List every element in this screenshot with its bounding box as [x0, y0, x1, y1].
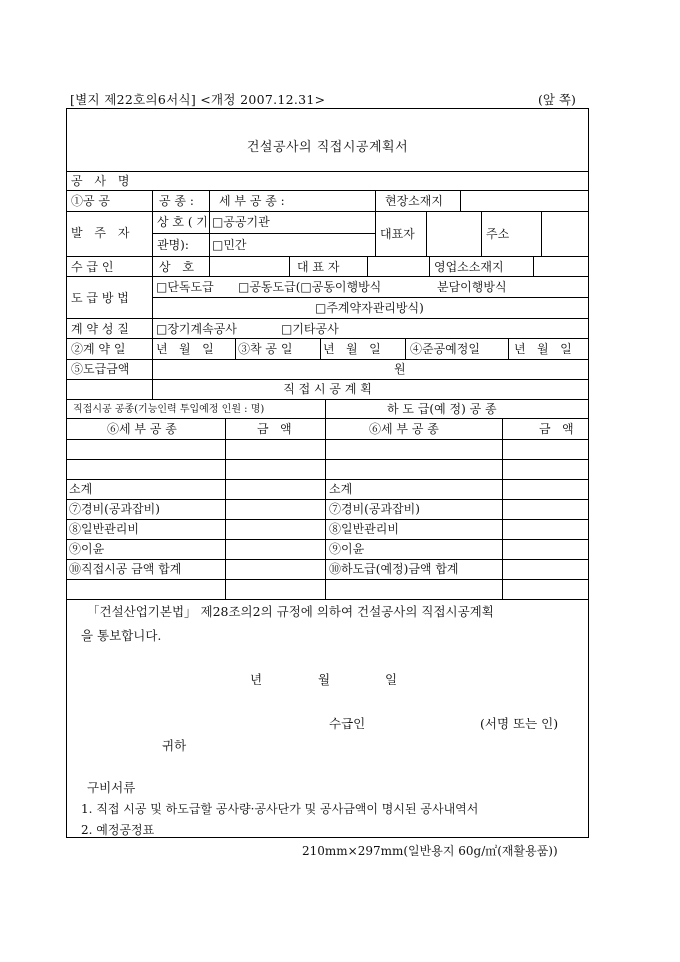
plan-section-title: 직 접 시 공 계 획 [283, 382, 372, 396]
orderer-name-line1: 상 호 ( 기 [157, 215, 208, 229]
contractor-rep: 대 표 자 [297, 260, 340, 274]
contractor-label: 수 급 인 [71, 260, 114, 274]
address-label: 주소 [486, 227, 510, 241]
sub-work-type: 세 부 공 종 : [219, 194, 285, 208]
work-type-label: ①공 공 [71, 194, 110, 208]
contract-amount-label: ⑤도급금액 [71, 362, 130, 376]
contractor-sign-label: 수급인 [329, 716, 366, 731]
direct-work-header: 직접시공 공종(기능인력 투입예정 인원 : 명) [73, 404, 265, 415]
col-sub-work-right: ⑥세 부 공 종 [369, 422, 439, 436]
business-office: 영업소소재지 [434, 260, 504, 274]
application-form [66, 108, 589, 838]
notice-line2: 을 통보합니다. [81, 628, 162, 643]
right-overhead: ⑧일반관리비 [329, 522, 399, 536]
required-doc-1: 1. 직접 시공 및 하도급할 공사량·공사단가 및 공사금액이 명시된 공사내역서 [81, 802, 479, 816]
year-label: 년 [250, 672, 263, 687]
form-id: [별지 제22호의6서식] <개정 2007.12.31> [70, 92, 326, 107]
start-date-value: 년 월 일 [323, 342, 381, 356]
orderer-name-line2: 관명): [157, 238, 189, 252]
required-docs-heading: 구비서류 [87, 780, 136, 795]
single-contract-checkbox[interactable]: □단독도급 [156, 280, 214, 294]
month-label: 월 [318, 672, 331, 687]
left-total: ⑩직접시공 금액 합계 [69, 562, 182, 576]
contract-date-value: 년 월 일 [156, 342, 214, 356]
private-checkbox[interactable]: □민간 [212, 238, 247, 252]
right-total: ⑩하도급(예정)금액 합계 [329, 562, 459, 576]
long-term-checkbox[interactable]: □장기계속공사 [156, 322, 237, 336]
subcontract-header: 하 도 급(예 정) 공 종 [387, 402, 497, 416]
site-location: 현장소재지 [385, 194, 443, 208]
left-subtotal: 소계 [69, 482, 93, 496]
contract-nature-label: 계 약 성 질 [71, 322, 129, 336]
col-sub-work-left: ⑥세 부 공 종 [107, 422, 177, 436]
contractor-name: 상 호 [159, 260, 198, 274]
contract-date-label: ②계 약 일 [71, 342, 126, 356]
page-side: (앞 쪽) [538, 92, 576, 107]
completion-date-value: 년 월 일 [514, 342, 572, 356]
work-type: 공 종 : [159, 194, 194, 208]
right-profit: ⑨이윤 [329, 542, 365, 556]
left-overhead: ⑧일반관리비 [69, 522, 139, 536]
form-title: 건설공사의 직접시공계획서 [246, 140, 409, 155]
paper-spec: 210mm×297mm(일반용지 60g/㎡(재활용품)) [302, 844, 558, 858]
other-work-checkbox[interactable]: □기타공사 [281, 322, 339, 336]
col-amount-left: 금 액 [257, 422, 292, 436]
main-contractor-checkbox[interactable]: □주계약자관리방식) [315, 301, 424, 315]
orderer-label: 발 주 자 [71, 226, 134, 240]
left-profit: ⑨이윤 [69, 542, 105, 556]
completion-date-label: ④준공예정일 [410, 342, 480, 356]
addressee: 귀하 [162, 738, 187, 753]
left-expenses: ⑦경비(공과잡비) [69, 502, 160, 516]
joint-contract-checkbox[interactable]: □공동도급(□공동이행방식 [238, 280, 382, 294]
required-doc-2: 2. 예정공정표 [81, 823, 155, 837]
signature-placeholder: (서명 또는 인) [480, 716, 559, 731]
right-subtotal: 소계 [329, 482, 353, 496]
representative-label: 대표자 [380, 227, 415, 241]
won-unit: 원 [394, 362, 406, 376]
notice-line1: 「건설산업기본법」 제28조의2의 규정에 의하여 건설공사의 직접시공계획 [87, 604, 494, 619]
start-date-label: ③착 공 일 [238, 342, 293, 356]
contract-method-label: 도 급 방 법 [71, 291, 129, 305]
col-amount-right: 금 액 [539, 422, 574, 436]
project-name-label: 공 사 명 [71, 174, 134, 188]
right-expenses: ⑦경비(공과잡비) [329, 502, 420, 516]
day-label: 일 [385, 672, 398, 687]
split-method: 분담이행방식 [437, 280, 507, 294]
public-org-checkbox[interactable]: □공공기관 [212, 215, 270, 229]
